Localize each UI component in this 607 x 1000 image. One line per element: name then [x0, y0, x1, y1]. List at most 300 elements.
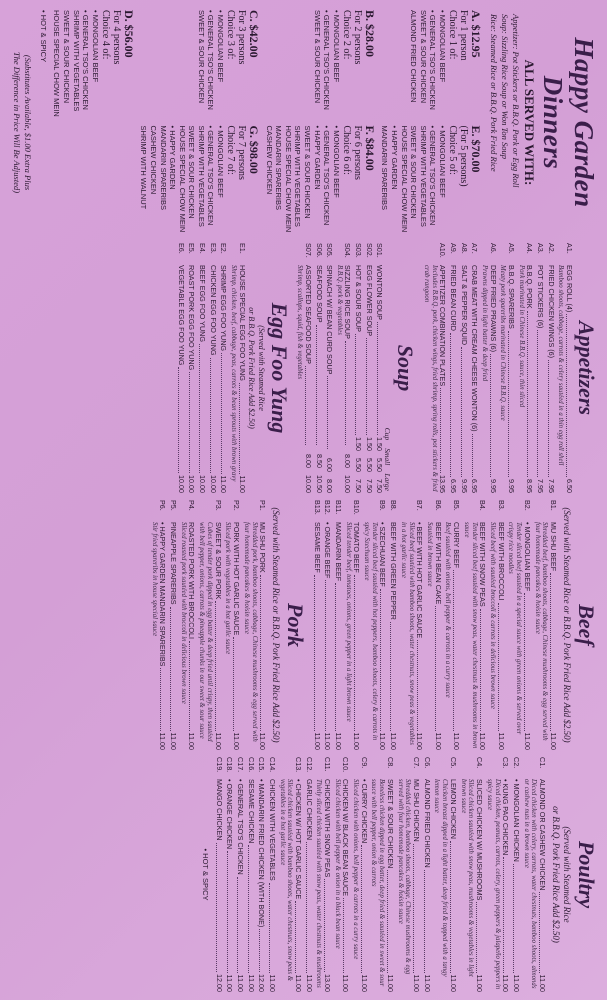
item-description: Cubes of tender pork dipped in egg batter & deep fried until crispy, then sautéed with bell pepper, onions, carrots & pineapple chunks in our sweet & sour sauce	[198, 522, 213, 742]
poultry-row	[214, 757, 223, 992]
item-description: Boneless chicken dipped in egg batter, deep fried & sautéed in sweet & sour sauce with bell pepper, onion & carrots	[370, 779, 386, 987]
poultry-row	[433, 757, 457, 992]
item-body	[422, 265, 446, 493]
item-price: 10.00	[187, 475, 197, 493]
dot-leader	[480, 609, 487, 731]
item-price: 11.00	[187, 732, 197, 750]
item-name-row	[375, 265, 384, 493]
soup-row	[335, 243, 351, 493]
poultry-row	[278, 757, 302, 992]
item-price: 5.50	[354, 458, 364, 472]
soup-col-large: Large	[383, 473, 393, 491]
item-name-row	[208, 265, 217, 493]
item-price: 7.95	[546, 479, 556, 493]
beef-row	[344, 500, 360, 750]
dinner-package-item: • MONGOLIAN BEEF	[216, 125, 226, 198]
beef-row	[507, 500, 531, 750]
dot-leader	[215, 601, 222, 730]
item-price: 13.00	[322, 974, 332, 992]
soup-row	[296, 243, 312, 493]
item-price: 10.00	[303, 475, 313, 493]
dot-leader	[417, 640, 424, 730]
item-name: SEAFOOD SOUP	[314, 265, 324, 323]
item-body	[197, 265, 206, 493]
item-code: S05.	[325, 243, 335, 258]
item-name-row	[378, 522, 387, 750]
item-body	[354, 265, 363, 493]
dinner-package-item: SHRIMP WITH WALNUT	[139, 125, 149, 210]
dot-leader	[550, 573, 557, 730]
item-name: • HAPPY GARDEN MANDARIN SPARERIBS	[158, 522, 168, 667]
dinner-package-item: • HAPPY GARDEN	[390, 125, 400, 190]
appetizers-title: Appetizers	[574, 320, 599, 416]
item-code: E3.	[208, 243, 218, 254]
item-price: 11.00	[359, 974, 369, 992]
item-name-row	[176, 265, 185, 493]
item-body	[448, 265, 457, 493]
appetizer-row	[448, 243, 457, 493]
item-price: 11.00	[219, 475, 229, 493]
soup-row	[364, 243, 373, 493]
item-code: A3.	[536, 243, 546, 254]
item-name: B.B.Q. SPARERIBS	[507, 265, 517, 329]
poultry-subtitle	[550, 757, 572, 992]
appetizer-line: Appetizer: Pot Stickers or B.B.Q. Pork or Egg Roll	[511, 14, 521, 188]
item-name-row	[219, 265, 228, 493]
item-price: 11.00	[312, 732, 322, 750]
item-price: 11.00	[323, 732, 333, 750]
beef-panel	[6, 500, 599, 750]
dinner-package-choice: Choice 1 of:	[447, 10, 458, 60]
appetizer-row	[480, 243, 496, 493]
item-code: S04.	[343, 243, 353, 258]
item-name: SPINACH W/ BEAN CURD SOUP	[325, 265, 335, 375]
item-name: SWEET & SOUR CHICKEN	[385, 779, 395, 869]
item-name-row	[225, 779, 234, 992]
item-body	[168, 522, 177, 750]
dot-leader	[524, 593, 531, 730]
item-body	[488, 522, 504, 750]
dinner-package-choice: Choice 7 of:	[225, 125, 237, 175]
item-body	[422, 779, 431, 992]
dinner-package-persons: For 7 persons	[236, 125, 248, 180]
item-price: 5.50	[375, 458, 385, 472]
dinner-package-item: ALMOND FRIED CHICKEN	[409, 10, 419, 103]
beef-row	[362, 500, 386, 750]
item-name: MANGO CHICKEN	[214, 779, 224, 841]
item-prices	[314, 447, 323, 493]
poultry-sub-line-2: or B.B.Q. Pork Fried Rice Add $2.50)	[551, 806, 561, 943]
soup-title: Soup	[393, 344, 419, 392]
item-price: 1.50	[364, 437, 374, 451]
item-price: 9.95	[507, 479, 517, 493]
item-price: 6.95	[470, 479, 480, 493]
egg-foo-yung-row	[197, 243, 206, 493]
item-body	[499, 265, 515, 493]
item-body	[333, 522, 342, 750]
dot-leader	[472, 434, 479, 477]
dinner-package-price: F. $84.00	[362, 125, 377, 171]
item-code: E1.	[237, 243, 247, 254]
dot-leader	[377, 322, 384, 435]
item-price: 6.50	[565, 479, 574, 493]
dot-leader	[178, 367, 185, 473]
item-name-row	[354, 265, 363, 493]
item-name-row	[322, 779, 331, 992]
dinner-package-persons: (For 5 persons)	[458, 125, 469, 187]
item-name: ROAST PORK EGG FOO YUNG	[187, 265, 197, 371]
item-body	[533, 522, 557, 750]
pork-row	[179, 500, 195, 750]
beef-row	[462, 500, 486, 750]
item-code: C5.	[448, 757, 458, 769]
item-code: C8.	[385, 757, 395, 769]
dot-leader	[461, 347, 468, 477]
item-price: 11.00	[422, 974, 432, 992]
dot-leader	[269, 883, 276, 973]
dot-leader	[435, 606, 442, 730]
item-name-row	[168, 522, 177, 750]
item-price: 10.00	[176, 475, 186, 493]
item-code: P5.	[168, 500, 178, 511]
appetizer-row	[535, 243, 544, 493]
dinner-package-price: D. $56.00	[121, 10, 136, 58]
item-name-row	[388, 522, 397, 750]
dot-leader	[356, 334, 363, 435]
dot-leader	[221, 353, 228, 474]
dinner-package-choice: Choice 3 of:	[225, 10, 237, 60]
item-price: 8.00	[303, 454, 313, 468]
item-price: 7.50	[375, 479, 385, 493]
item-body	[546, 265, 555, 493]
item-body	[370, 779, 394, 992]
item-name-row	[237, 265, 246, 493]
item-name: • SZECHUAN BEEF	[378, 522, 388, 587]
item-price: 10.00	[208, 475, 218, 493]
dinner-package-item: SWEET & SOUR CHICKEN	[418, 10, 428, 104]
item-code: C15.	[257, 757, 267, 773]
dinner-package-item: • HAPPY GARDEN	[312, 125, 322, 190]
item-name-row	[325, 265, 334, 493]
item-name: TOMATO BEEF	[352, 522, 362, 573]
item-code: B7.	[415, 500, 425, 511]
poultry-row	[315, 757, 331, 992]
item-code: B5.	[452, 500, 462, 511]
item-price: 12.00	[257, 974, 267, 992]
dinner-package-choice: Choice 5 of:	[447, 125, 458, 175]
item-description: Prawns dipped in light batter & deep fried	[481, 265, 489, 382]
item-description: Sliced chicken with bell pepper & onion in a black bean sauce	[333, 779, 341, 949]
item-name-row	[303, 265, 312, 493]
dot-leader	[170, 607, 177, 731]
dinner-package-price: G. $98.00	[247, 125, 262, 174]
item-name: ALMOND FRIED CHICKEN	[422, 779, 432, 868]
dot-leader	[503, 857, 510, 972]
item-price: 11.00	[478, 732, 488, 750]
item-name: BEEF WITH GREEN PEPPER	[389, 522, 399, 620]
egg-foo-yung-row	[176, 243, 185, 493]
dinner-package-item: HOUSE SPECIAL CHOW MEIN	[52, 10, 62, 117]
item-name-row	[411, 779, 420, 992]
item-name: • GENERAL TSO'S CHICKEN	[235, 779, 245, 875]
item-code: P2.	[231, 500, 241, 511]
dot-leader	[390, 622, 397, 731]
beef-row	[533, 500, 557, 750]
item-code: C10.	[341, 757, 351, 773]
pork-row	[242, 500, 266, 750]
egg-foo-yung-row	[208, 243, 217, 493]
appetizer-row	[422, 243, 446, 493]
item-name-row	[438, 265, 447, 493]
item-name-row	[522, 522, 531, 750]
item-body	[459, 265, 468, 493]
item-name-row	[496, 522, 505, 750]
item-name: EGG ROLL (4)	[565, 265, 574, 313]
item-price: 11.00	[522, 732, 532, 750]
beef-list	[312, 500, 557, 750]
item-body	[242, 522, 266, 750]
item-code: C14.	[267, 757, 277, 773]
poultry-row	[396, 757, 420, 992]
item-code: P4.	[187, 500, 197, 511]
dot-leader	[325, 580, 332, 730]
item-price: 11.00	[389, 732, 399, 750]
item-body	[296, 265, 312, 493]
item-price: 8.95	[525, 479, 535, 493]
item-description: Tender sliced beef sautéed in a special sauce with green onions & served over crispy rice noodles	[507, 522, 523, 735]
soup-col-small: Small	[383, 448, 393, 466]
item-name: SESAME BEEF	[312, 522, 322, 573]
item-name: • ORANGE CHICKEN	[225, 779, 235, 850]
dot-leader	[537, 330, 544, 477]
item-name-row	[415, 522, 424, 750]
item-price: 11.00	[378, 732, 388, 750]
item-price: 11.00	[475, 974, 485, 992]
item-body	[312, 522, 321, 750]
dot-leader	[354, 575, 361, 731]
dinner-package-item: MANDARIN SPARERIBS	[158, 125, 168, 210]
item-price: 5.50	[364, 458, 374, 472]
egg-sub-line-2: or B.B.Q. Pork Fried Rice Add $2.50)	[246, 307, 256, 429]
item-name: FRIED BEAN CURD	[449, 265, 459, 331]
item-description: Meaty pork spareribs marinated in Chinese B.B.Q. sauce	[499, 265, 507, 421]
item-code: C2.	[511, 757, 521, 769]
item-name-row	[488, 265, 497, 493]
item-name-row	[501, 779, 510, 992]
beef-row	[388, 500, 397, 750]
item-price: 7.50	[364, 479, 374, 493]
item-name: PINEAPPLE SPARERIBS	[168, 522, 178, 605]
item-name: VEGETABLE EGG FOO YUNG	[176, 265, 186, 366]
item-name: CHICKEN WITH SNOW PEAS	[322, 779, 332, 878]
item-body	[396, 779, 420, 992]
dot-leader	[476, 902, 483, 972]
dinner-package-item: SHRIMP WITH VEGETABLES	[71, 10, 81, 112]
item-code: B8.	[389, 500, 399, 511]
item-body	[224, 522, 240, 750]
dinner-package	[264, 126, 376, 236]
pork-row	[168, 500, 177, 750]
item-name-row	[511, 779, 520, 992]
item-price: 11.00	[341, 974, 351, 992]
dot-leader	[450, 841, 457, 973]
poultry-row	[459, 757, 483, 992]
substitutes-line-2: The Difference in Price Will Be Adjusted)	[11, 51, 22, 194]
item-code: A5.	[507, 243, 517, 254]
item-price: 6.95	[449, 479, 459, 493]
poultry-hot-spicy-note: • HOT & SPICY	[201, 848, 211, 901]
item-price: 11.00	[448, 974, 458, 992]
dinner-package-item: • HAPPY GARDEN	[168, 125, 178, 190]
dot-leader	[548, 360, 555, 477]
item-code: C13.	[293, 757, 303, 773]
item-code: C16.	[246, 757, 256, 773]
item-description: Diced chicken, peanuts, carrots, celery, green peppers & jalapeño peppers in spicy sauce	[485, 779, 501, 990]
item-price: 10.00	[343, 475, 353, 493]
item-price: 1.50	[375, 437, 385, 451]
pork-row	[150, 500, 166, 750]
item-name-row	[525, 265, 534, 493]
soup-row	[325, 243, 334, 493]
beef-row	[323, 500, 332, 750]
dot-leader	[498, 603, 505, 731]
item-price: 11.00	[293, 974, 303, 992]
item-code: A2.	[546, 243, 556, 254]
hot-spicy-note: • HOT & SPICY	[38, 10, 48, 63]
item-code: E6.	[176, 243, 186, 254]
item-code: C3.	[501, 757, 511, 769]
egg-sub-line-1: (Served with Steamed Rice	[256, 325, 266, 411]
item-body	[333, 779, 349, 992]
egg-foo-yung-subtitle	[246, 243, 266, 493]
dot-leader	[327, 376, 334, 449]
dinner-package-item: HOUSE SPECIAL CHOW MEIN	[283, 125, 293, 233]
dot-leader	[306, 842, 313, 972]
dinner-package-item: • MONGOLIAN BEEF	[216, 10, 226, 83]
item-name-row	[459, 265, 468, 493]
pork-row	[197, 500, 221, 750]
item-name: FRIED CHICKEN WINGS (6)	[546, 265, 556, 359]
item-price: 11.00	[496, 732, 506, 750]
dot-leader	[413, 844, 420, 973]
dinner-package-item: HOUSE SPECIAL CHOW MEIN	[399, 125, 409, 233]
item-price: 11.00	[433, 732, 443, 750]
dinner-package-item: • GENERAL TSO'S CHICKEN	[322, 125, 332, 226]
item-name-row	[235, 779, 244, 992]
item-code: C11.	[322, 757, 332, 772]
dot-leader	[366, 338, 373, 435]
item-name-row	[231, 522, 240, 750]
item-name: MU SHU BEEF	[549, 522, 558, 572]
item-body	[344, 522, 360, 750]
item-name-row	[197, 265, 206, 493]
item-code: C1.	[538, 757, 547, 769]
item-code: B6.	[433, 500, 443, 511]
dot-leader	[453, 570, 460, 730]
dinner-package-item: MANDARIN SPARERIBS	[274, 125, 284, 210]
item-name: BEEF WITH SNOW PEAS	[478, 522, 488, 607]
item-description: Stir fried spareribs in house special sauce	[150, 522, 158, 637]
item-name-row	[359, 779, 368, 992]
dinner-package-item: • MONGOLIAN BEEF	[90, 10, 100, 83]
dot-leader	[440, 388, 447, 473]
dinner-package-item: SWEET & SOUR CHICKEN	[61, 10, 71, 104]
item-description: Shredded chicken, bamboo shoots, cabbage, Chinese mushrooms & egg served with four homemade pancakes & hoisin sauce	[396, 779, 412, 975]
dot-leader	[314, 575, 321, 731]
dot-leader	[233, 637, 240, 730]
item-prices	[325, 451, 334, 493]
item-body	[433, 779, 457, 992]
item-body	[323, 522, 332, 750]
poultry-sub-line-1: (Served with Steamed Rice	[562, 826, 572, 923]
item-name: CURRY BEEF	[452, 522, 462, 569]
dinner-package-price: B. $28.00	[362, 10, 377, 58]
dot-leader	[189, 641, 196, 731]
dinner-package-persons: For 1 person	[458, 10, 469, 61]
item-price: 8.00	[325, 479, 335, 493]
dot-leader	[424, 870, 431, 973]
item-body	[511, 779, 520, 992]
item-name: ROASTED PORK WITH BROCCOLI	[187, 522, 197, 640]
item-body	[304, 779, 313, 992]
item-name: CHICKEN WITH VEGETABLES	[267, 779, 277, 881]
dinner-package-item: MANDARIN SPARERIBS	[380, 125, 390, 210]
dinner-package-item: SWEET & SOUR CHICKEN	[187, 125, 197, 219]
item-body	[187, 265, 196, 493]
item-price: 11.00	[158, 732, 168, 750]
dinner-package-item: SWEET & SOUR CHICKEN	[303, 125, 313, 219]
item-code: P1.	[258, 500, 268, 511]
item-description: Sliced beef sautéed with bamboo shoots, water chestnuts, snow peas & vegetables in a hot garlic sauce	[399, 522, 415, 745]
beef-subtitle: (Served with Steamed Rice or B.B.Q. Pork Fried Rice Add $2.50)	[562, 507, 572, 743]
item-name-row	[474, 779, 483, 992]
item-name: CHICKEN W/ BLACK BEAN SAUCE	[341, 779, 351, 897]
item-name-row	[470, 265, 479, 493]
item-name: CRAB MEAT WITH CREAM CHEESE WONTON (6)	[470, 265, 480, 432]
dinner-package-item: • GENERAL TSO'S CHICKEN	[206, 10, 216, 110]
item-code: B13.	[312, 500, 322, 515]
dot-leader	[199, 344, 206, 473]
dot-leader	[259, 929, 266, 972]
item-name: SWEET & SOUR PORK	[213, 522, 223, 600]
item-body	[459, 779, 483, 992]
item-description: Shredded pork, bamboo shoots, cabbage, Chinese mushrooms & egg served with four homemade pancakes & hoisin sauce	[242, 522, 258, 742]
item-name-row	[352, 522, 361, 750]
dot-leader	[508, 331, 515, 477]
dinner-package-item: • GENERAL TSO'S CHICKEN	[428, 10, 438, 110]
item-code: C17.	[235, 757, 245, 773]
item-code: S03.	[354, 243, 364, 258]
item-name: SHRIMP EGG FOO YUNG	[219, 265, 229, 351]
item-body	[150, 522, 166, 750]
egg-foo-yung-row	[219, 243, 228, 493]
item-code: S02.	[364, 243, 374, 258]
item-name-row	[187, 522, 196, 750]
item-name: SIZZLING RICE SOUP	[343, 265, 353, 339]
dinner-package-choice: Choice 6 of:	[340, 125, 352, 175]
item-name: • BEEF WITH HOT GARLIC SAUCE	[415, 522, 425, 639]
item-code: A1.	[565, 243, 574, 254]
item-body	[444, 522, 460, 750]
item-name: DEEP FRIED PRAWNS (6)	[488, 265, 498, 353]
item-description: Sliced chicken with onions, bell pepper & carrots in a curry sauce	[352, 779, 360, 960]
item-name-row	[246, 779, 255, 992]
item-name-row	[448, 265, 457, 493]
item-prices	[303, 447, 312, 493]
item-price: 7.50	[354, 479, 364, 493]
egg-foo-yung-list	[176, 243, 245, 493]
beef-row	[312, 500, 321, 750]
